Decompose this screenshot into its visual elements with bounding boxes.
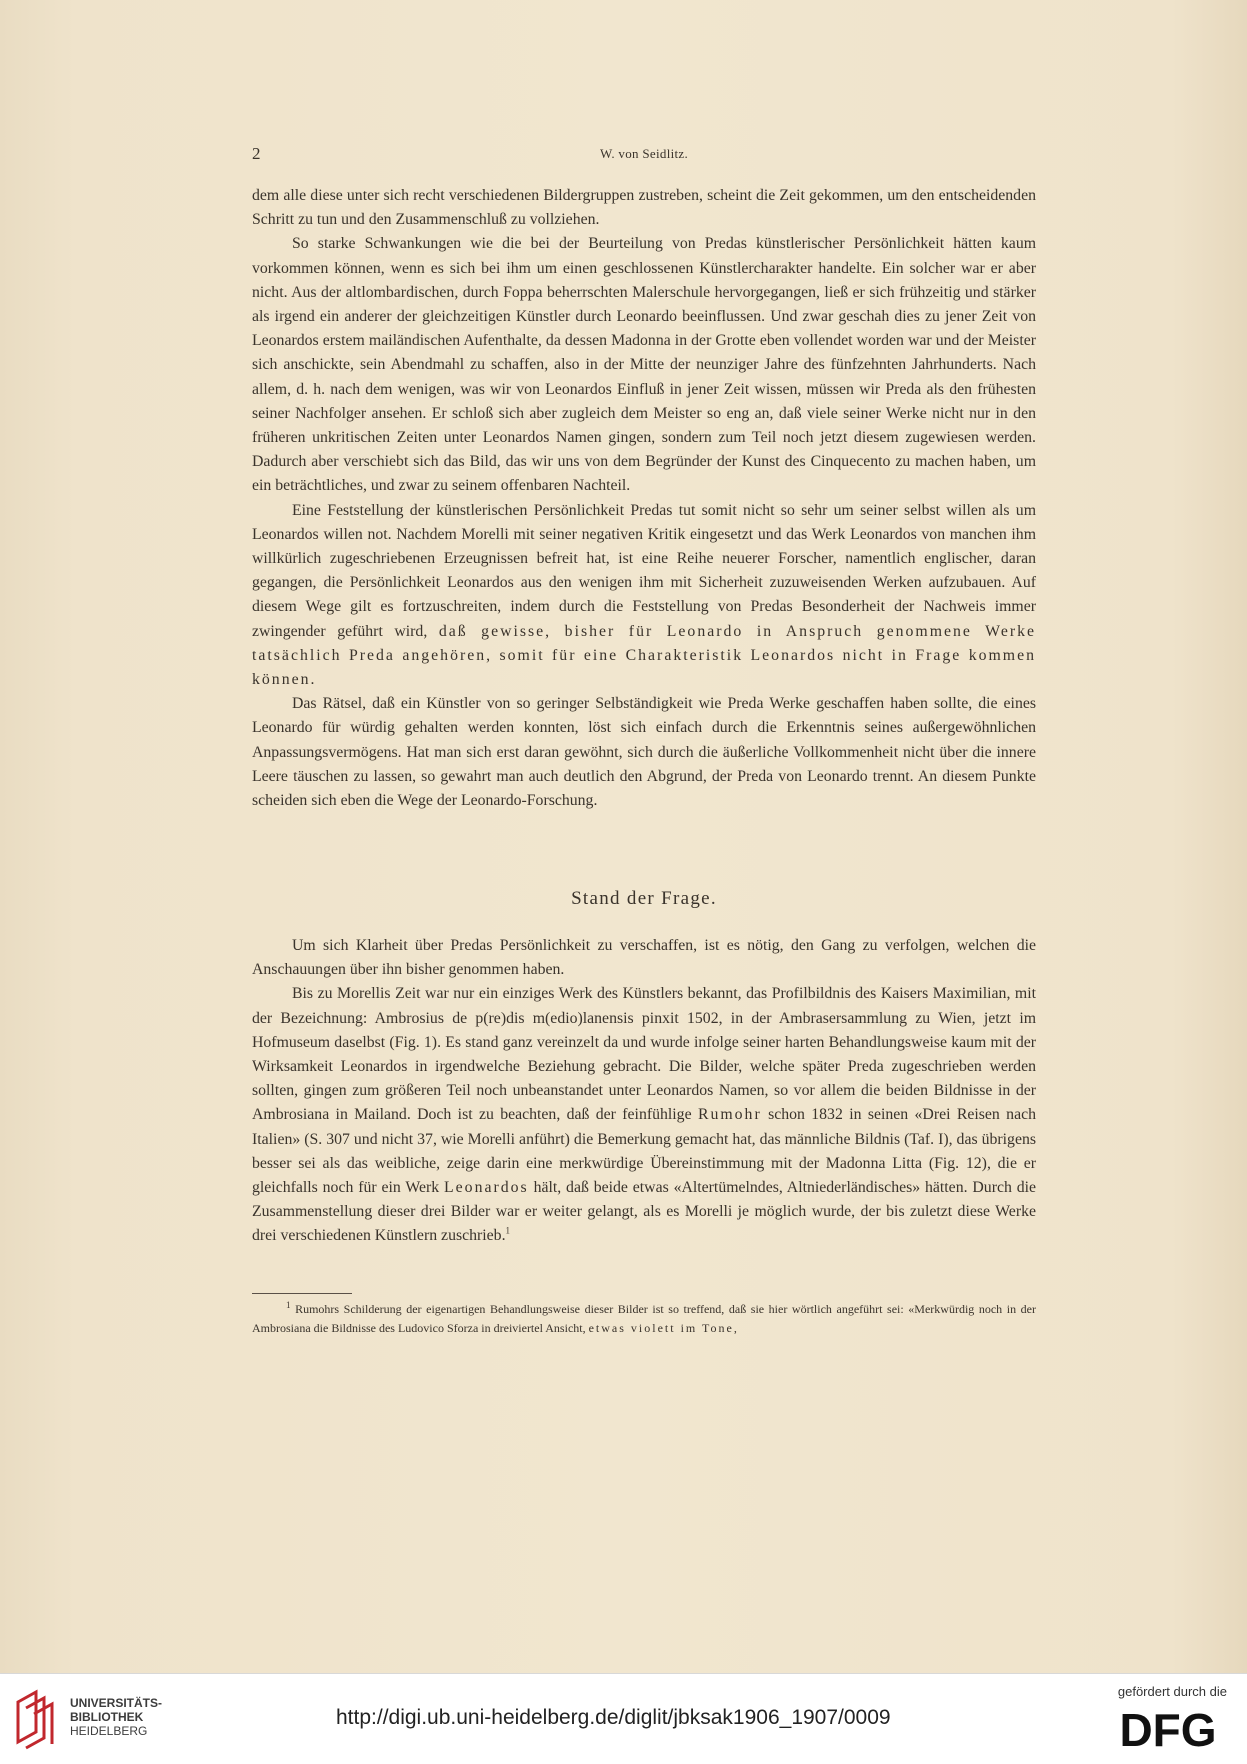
paragraph-text: hält, daß beide etwas «Altertümelndes, Altniederländisches» hätten. Durch die Zusammenstellung dieser drei Bilder war er weiter gelangt, als es Morelli je möglich wurde, der bis zuletzt diese Werke drei verschiedenen Künstlern zuschrieb. [252, 1179, 1037, 1245]
footnote-divider [252, 1293, 352, 1294]
paragraph-text: Bis zu Morellis Zeit war nur ein einziges Werk des Künstlers bekannt, das Profilbildnis des Kaisers Maximilian, mit der Bezeichnung: Ambrosius de p(re)dis m(edio)lanensis pinxit 1502, in der Ambrasersammlung zu Wien, jetzt im Hofmuseum daselbst (Fig. 1). Es stand ganz vereinzelt da und wurde infolge seiner harten Behandlungsweise kaum mit der Wirksamkeit Leonardos in irgendwelche Beziehung gebracht. Die Bilder, welche später Preda zugeschrieben werden sollten, gingen zum größeren Teil noch unbeanstandet unter Leonardos Namen, so vor allem die beiden Bildnisse in der Ambrosiana in Mailand. Doch ist zu beachten, daß der feinfühlige [252, 985, 1036, 1124]
emphasized-text: daß gewisse, bisher für Leonardo in Anspruch genommene Werke tatsächlich Preda angehören, somit für eine Charakteristik Leonardos nicht in Frage kommen können. [252, 622, 1037, 689]
paragraph-text: Eine Feststellung der künstlerischen Persönlichkeit Predas tut somit nicht so sehr um seiner selbst willen als um Leonardos willen not. Nachdem Morelli mit seiner negativen Kritik eingesetzt und das Werk Leonardos von manchen ihm willkürlich zugeschriebenen Erzeugnissen befreit hat, ist eine Reihe neuerer Forscher, namentlich englischer, daran gegangen, die Persönlichkeit Leonardos aus den wenigen ihm mit Sicherheit zuzuweisenden Werken aufzubauen. Auf diesem Wege gilt es fortzuschreiten, indem durch die Feststellung von Predas Besonderheit der Nachweis immer zwingender geführt wird, [252, 501, 1036, 640]
library-name-line: HEIDELBERG [70, 1724, 148, 1738]
footnote-paragraph [252, 1300, 1036, 1338]
section-body-text [252, 934, 1036, 1249]
emphasized-name: Leonardos [444, 1179, 529, 1197]
footnote-text: Rumohrs Schilderung der eigenartigen Behandlungsweise dieser Bilder ist so treffend, daß sie hier wörtlich angeführt sei: «Merkwürdig noch in der Ambrosiana die Bildnisse des Ludovico Sforza in dreiviertel Ansicht, [252, 1302, 1036, 1335]
paragraph: Um sich Klarheit über Predas Persönlichkeit zu verschaffen, ist es nötig, den Gang zu verfolgen, welchen die Anschauungen über ihn bisher genommen haben. [252, 937, 1036, 979]
paragraph [252, 499, 1036, 693]
paragraph: dem alle diese unter sich recht verschiedenen Bildergruppen zustreben, scheint die Zeit gekommen, um den entscheidenden Schritt zu tun und den Zusammenschluß zu vollziehen. [252, 187, 1036, 229]
page-number: 2 [252, 144, 261, 163]
paragraph-text: schon 1832 in seinen «Drei Reisen nach Italien» (S. 307 und nicht 37, wie Morelli anführt) die Bemerkung gemacht hat, das männliche Bildnis (Taf. I), das übrigens besser sei als das weibliche, zeige darin eine merkwürdige Übereinstimmung mit der Madonna Litta (Fig. 12), die er gleichfalls noch für ein Werk [252, 1106, 1036, 1197]
footnote-reference: 1 [505, 1226, 511, 1237]
paragraph: So starke Schwankungen wie die bei der Beurteilung von Predas künstlerischer Persönlichkeit hätten kaum vorkommen können, wenn es sich bei ihm um einen geschlossenen Künstlercharakter handelte. Ein solcher war er aber nicht. Aus der altlombardischen, durch Foppa beherrschten Malerschule hervorgegangen, ließ er sich frühzeitig und stärker als irgend ein anderer der gleichzeitigen Künstler durch Leonardo beeinflussen. Und zwar geschah dies zu jener Zeit von Leonardos erstem mailändischen Aufenthalte, da dessen Madonna in der Grotte eben vollendet worden war und der Meister sich anschickte, sein Abendmahl zu schaffen, also in der Mitte der neunziger Jahre des fünfzehnten Jahrhunderts. Nach allem, d. h. nach dem wenigen, was wir von Leonardos Einfluß in jener Zeit wissen, müssen wir Preda als den frühesten seiner Nachfolger ansehen. Er schloß sich aber zugleich dem Meister so eng an, daß viele seiner Werke nicht nur in den früheren unkritischen Zeiten unter Leonardos Namen gingen, sondern zum Teil noch jetzt diesem zugewiesen werden. Dadurch aber verschiebt sich das Bild, das wir uns von dem Begründer der Kunst des Cinquecento zu machen haben, um ein beträchtliches, und zwar zu seinem offenbaren Nachteil. [252, 235, 1036, 495]
university-library-logo-icon [14, 1688, 60, 1750]
body-text [252, 184, 1036, 813]
dfg-logo-icon [1109, 1704, 1227, 1752]
funded-by-label: gefördert durch die [1117, 1684, 1227, 1699]
footnote-mark: 1 [286, 1300, 291, 1310]
library-name [70, 1696, 162, 1738]
viewer-footer [0, 1673, 1247, 1764]
page-header [252, 144, 1036, 166]
permalink-url[interactable]: http://digi.ub.uni-heidelberg.de/diglit/jbksak1906_1907/0009 [336, 1706, 891, 1729]
dfg-logo-text: DFG [1119, 1704, 1217, 1752]
footnote [252, 1300, 1036, 1338]
running-head: W. von Seidlitz. [599, 146, 689, 161]
footnote-emphasized-text: etwas violett im Tone, [588, 1321, 739, 1335]
library-name-line: BIBLIOTHEK [70, 1710, 144, 1724]
section-heading: Stand der Frage. [571, 888, 717, 909]
library-name-line: UNIVERSITÄTS- [70, 1696, 163, 1710]
paragraph [252, 982, 1036, 1248]
paragraph: Das Rätsel, daß ein Künstler von so geringer Selbständigkeit wie Preda Werke geschaffen haben sollte, die eines Leonardo für würdig gehalten werden konnten, löst sich einfach durch die Erkenntnis seines außergewöhnlichen Anpassungsvermögens. Hat man sich erst daran gewöhnt, sich durch die äußerliche Vollkommenheit nicht über die innere Leere täuschen zu lassen, so gewahrt man auch deutlich den Abgrund, der Preda von Leonardo trennt. An diesem Punkte scheiden sich eben die Wege der Leonardo-Forschung. [252, 695, 1036, 810]
emphasized-name: Rumohr [697, 1106, 762, 1124]
